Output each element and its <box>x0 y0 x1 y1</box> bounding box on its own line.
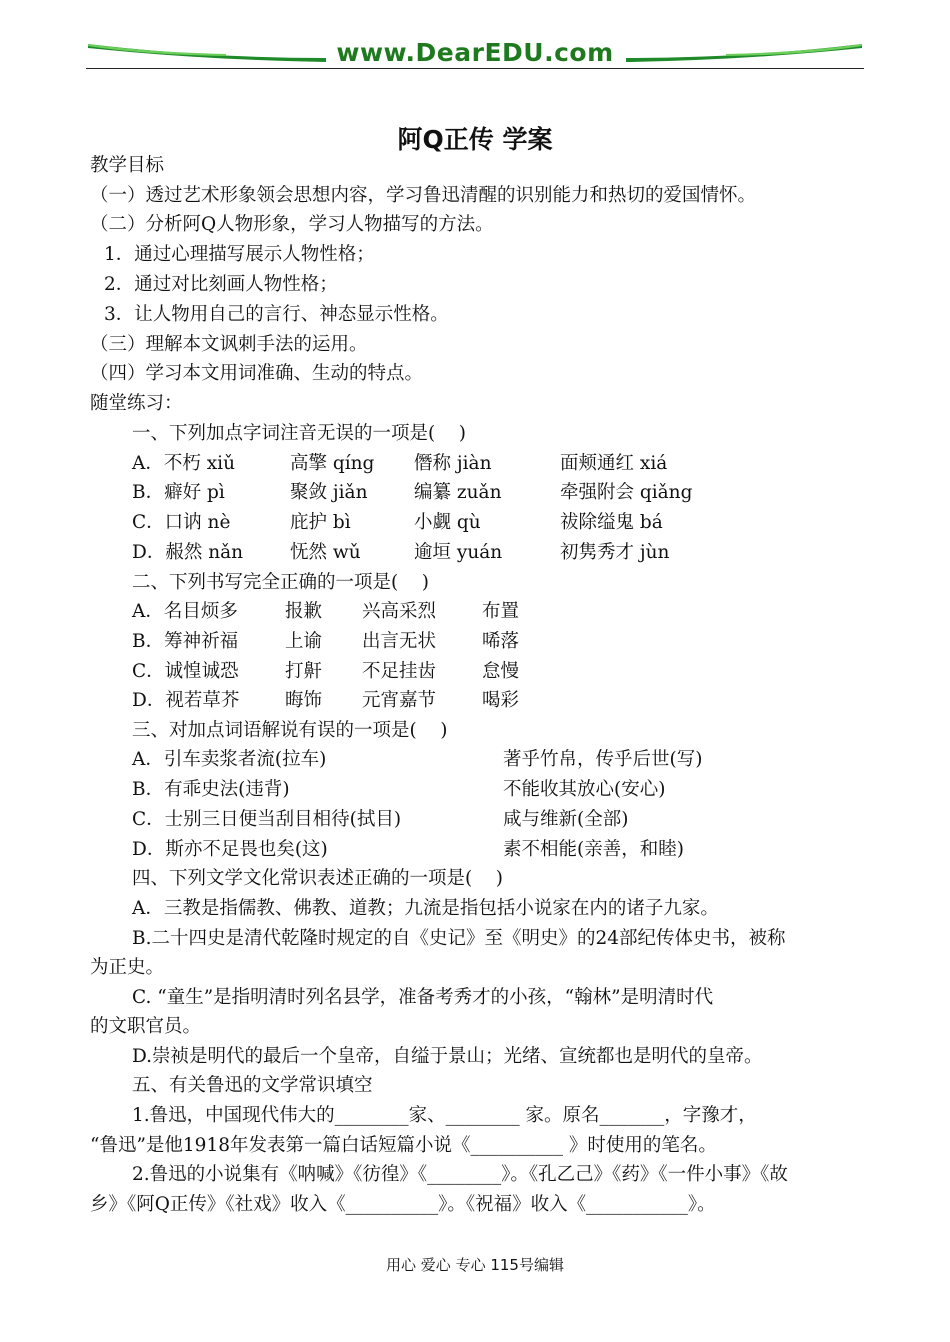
q2-option-d: D．视若草芥 <box>132 690 240 711</box>
header-rule <box>86 68 864 69</box>
q3-option-a: 著乎竹帛，传乎后世(写) <box>503 749 703 770</box>
header-banner <box>86 36 864 76</box>
q1-option-a: 僭称 jiàn <box>414 453 492 474</box>
page-title: 阿Q正传 学案 <box>397 125 553 154</box>
q1-option-c: 祓除缢鬼 bá <box>560 512 663 533</box>
q3-option-d: D．斯亦不足畏也矣(这) <box>132 839 328 860</box>
text-line: （二）分析阿Q人物形象，学习人物描写的方法。 <box>90 214 494 235</box>
q2-option-b: 唏落 <box>482 631 520 652</box>
text-line: （三）理解本文讽刺手法的运用。 <box>90 334 368 355</box>
q1-option-d: 怃然 wǔ <box>290 542 361 563</box>
section-heading: 随堂练习： <box>90 393 183 414</box>
q4-option-b: B.二十四史是清代乾隆时规定的自《史记》至《明史》的24部纪传体史书，被称 <box>132 928 786 949</box>
q3-option-a: A．引车卖浆者流(拉车) <box>132 749 327 770</box>
q1-option-b: 牵强附会 qiǎng <box>560 482 693 503</box>
question-4: 四、下列文学文化常识表述正确的一项是( ) <box>132 868 503 889</box>
q2-option-a: 报歉 <box>285 601 323 622</box>
q1-option-c: 庇护 bì <box>290 512 351 533</box>
page-footer: 用心 爱心 专心 115号编辑 <box>386 1256 564 1274</box>
question-1: 一、下列加点字词注音无误的一项是( ) <box>132 423 466 444</box>
q1-option-d: 逾垣 yuán <box>414 542 503 563</box>
q4-option-c: C. “童生”是指明清时列名县学，准备考秀才的小孩，“翰林”是明清时代 <box>132 987 714 1008</box>
q5-item-1-cont: “鲁迅”是他1918年发表第一篇白话短篇小说《__________ 》时使用的笔名。 <box>90 1135 717 1156</box>
q5-item-2: 2.鲁迅的小说集有《呐喊》《彷徨》《________》。《孔乙己》《药》《一件小事》《故 <box>132 1164 788 1185</box>
q2-option-b: 上谕 <box>285 631 323 652</box>
q3-option-d: 素不相能(亲善，和睦) <box>503 839 684 860</box>
q3-option-b: 不能收其放心(安心) <box>503 779 666 800</box>
q1-option-d: 初隽秀才 jùn <box>560 542 670 563</box>
q2-option-b: 出言无状 <box>362 631 437 652</box>
q2-option-d: 喝彩 <box>482 690 520 711</box>
site-logo[interactable]: www.DearEDU.com <box>336 38 614 67</box>
q1-option-b: 聚敛 jiǎn <box>290 482 368 503</box>
q4-option-d: D.崇祯是明代的最后一个皇帝，自缢于景山；光绪、宣统都也是明代的皇帝。 <box>132 1046 763 1067</box>
text-line: （一）透过艺术形象领会思想内容，学习鲁迅清醒的识别能力和热切的爱国情怀。 <box>90 185 757 206</box>
q2-option-a: 布置 <box>482 601 520 622</box>
text-line: 1．通过心理描写展示人物性格； <box>104 244 375 265</box>
q2-option-c: 打鼾 <box>285 661 323 682</box>
q3-option-c: 咸与维新(全部) <box>503 809 629 830</box>
q3-option-c: C．士别三日便当刮目相待(拭目) <box>132 809 402 830</box>
q2-option-d: 晦饰 <box>285 690 323 711</box>
q4-option-a: A．三教是指儒教、佛教、道教；九流是指包括小说家在内的诸子九家。 <box>132 898 719 919</box>
question-3: 三、对加点词语解说有误的一项是( ) <box>132 720 448 741</box>
q2-option-b: B．筹神祈福 <box>132 631 239 652</box>
q2-option-c: 怠慢 <box>482 661 520 682</box>
question-2: 二、下列书写完全正确的一项是( ) <box>132 572 429 593</box>
q2-option-a: 兴高采烈 <box>362 601 437 622</box>
q2-option-d: 元宵嘉节 <box>362 690 437 711</box>
q5-item-2-cont: 乡》《阿Q正传》《社戏》收入《__________》。《祝福》收入《___________》。 <box>90 1194 716 1215</box>
section-heading: 教学目标 <box>90 155 165 176</box>
q2-option-c: 不足挂齿 <box>362 661 437 682</box>
text-line: （四）学习本文用词准确、生动的特点。 <box>90 363 424 384</box>
q1-option-d: D．赧然 nǎn <box>132 542 244 563</box>
q1-option-a: 面颊通红 xiá <box>560 453 668 474</box>
q1-option-c: C．口讷 nè <box>132 512 231 533</box>
text-line: 3．让人物用自己的言行、神态显示性格。 <box>104 304 449 325</box>
q2-option-a: A．名目烦多 <box>132 601 238 622</box>
q3-option-b: B．有乖史法(违背) <box>132 779 290 800</box>
q4-option-b-cont: 为正史。 <box>90 957 165 978</box>
q2-option-c: C．诚惶诚恐 <box>132 661 239 682</box>
q1-option-b: 编纂 zuǎn <box>414 482 502 503</box>
text-line: 2．通过对比刻画人物性格； <box>104 274 338 295</box>
q1-option-b: B．癖好 pì <box>132 482 225 503</box>
q4-option-c-cont: 的文职官员。 <box>90 1016 202 1037</box>
q1-option-a: 高擎 qíng <box>290 453 375 474</box>
q5-item-1: 1.鲁迅，中国现代伟大的________家、________ 家。原名_______，字豫才， <box>132 1105 757 1126</box>
q1-option-a: A．不朽 xiǔ <box>132 453 236 474</box>
question-5: 五、有关鲁迅的文学常识填空 <box>132 1075 373 1096</box>
q1-option-c: 小觑 qù <box>414 512 481 533</box>
